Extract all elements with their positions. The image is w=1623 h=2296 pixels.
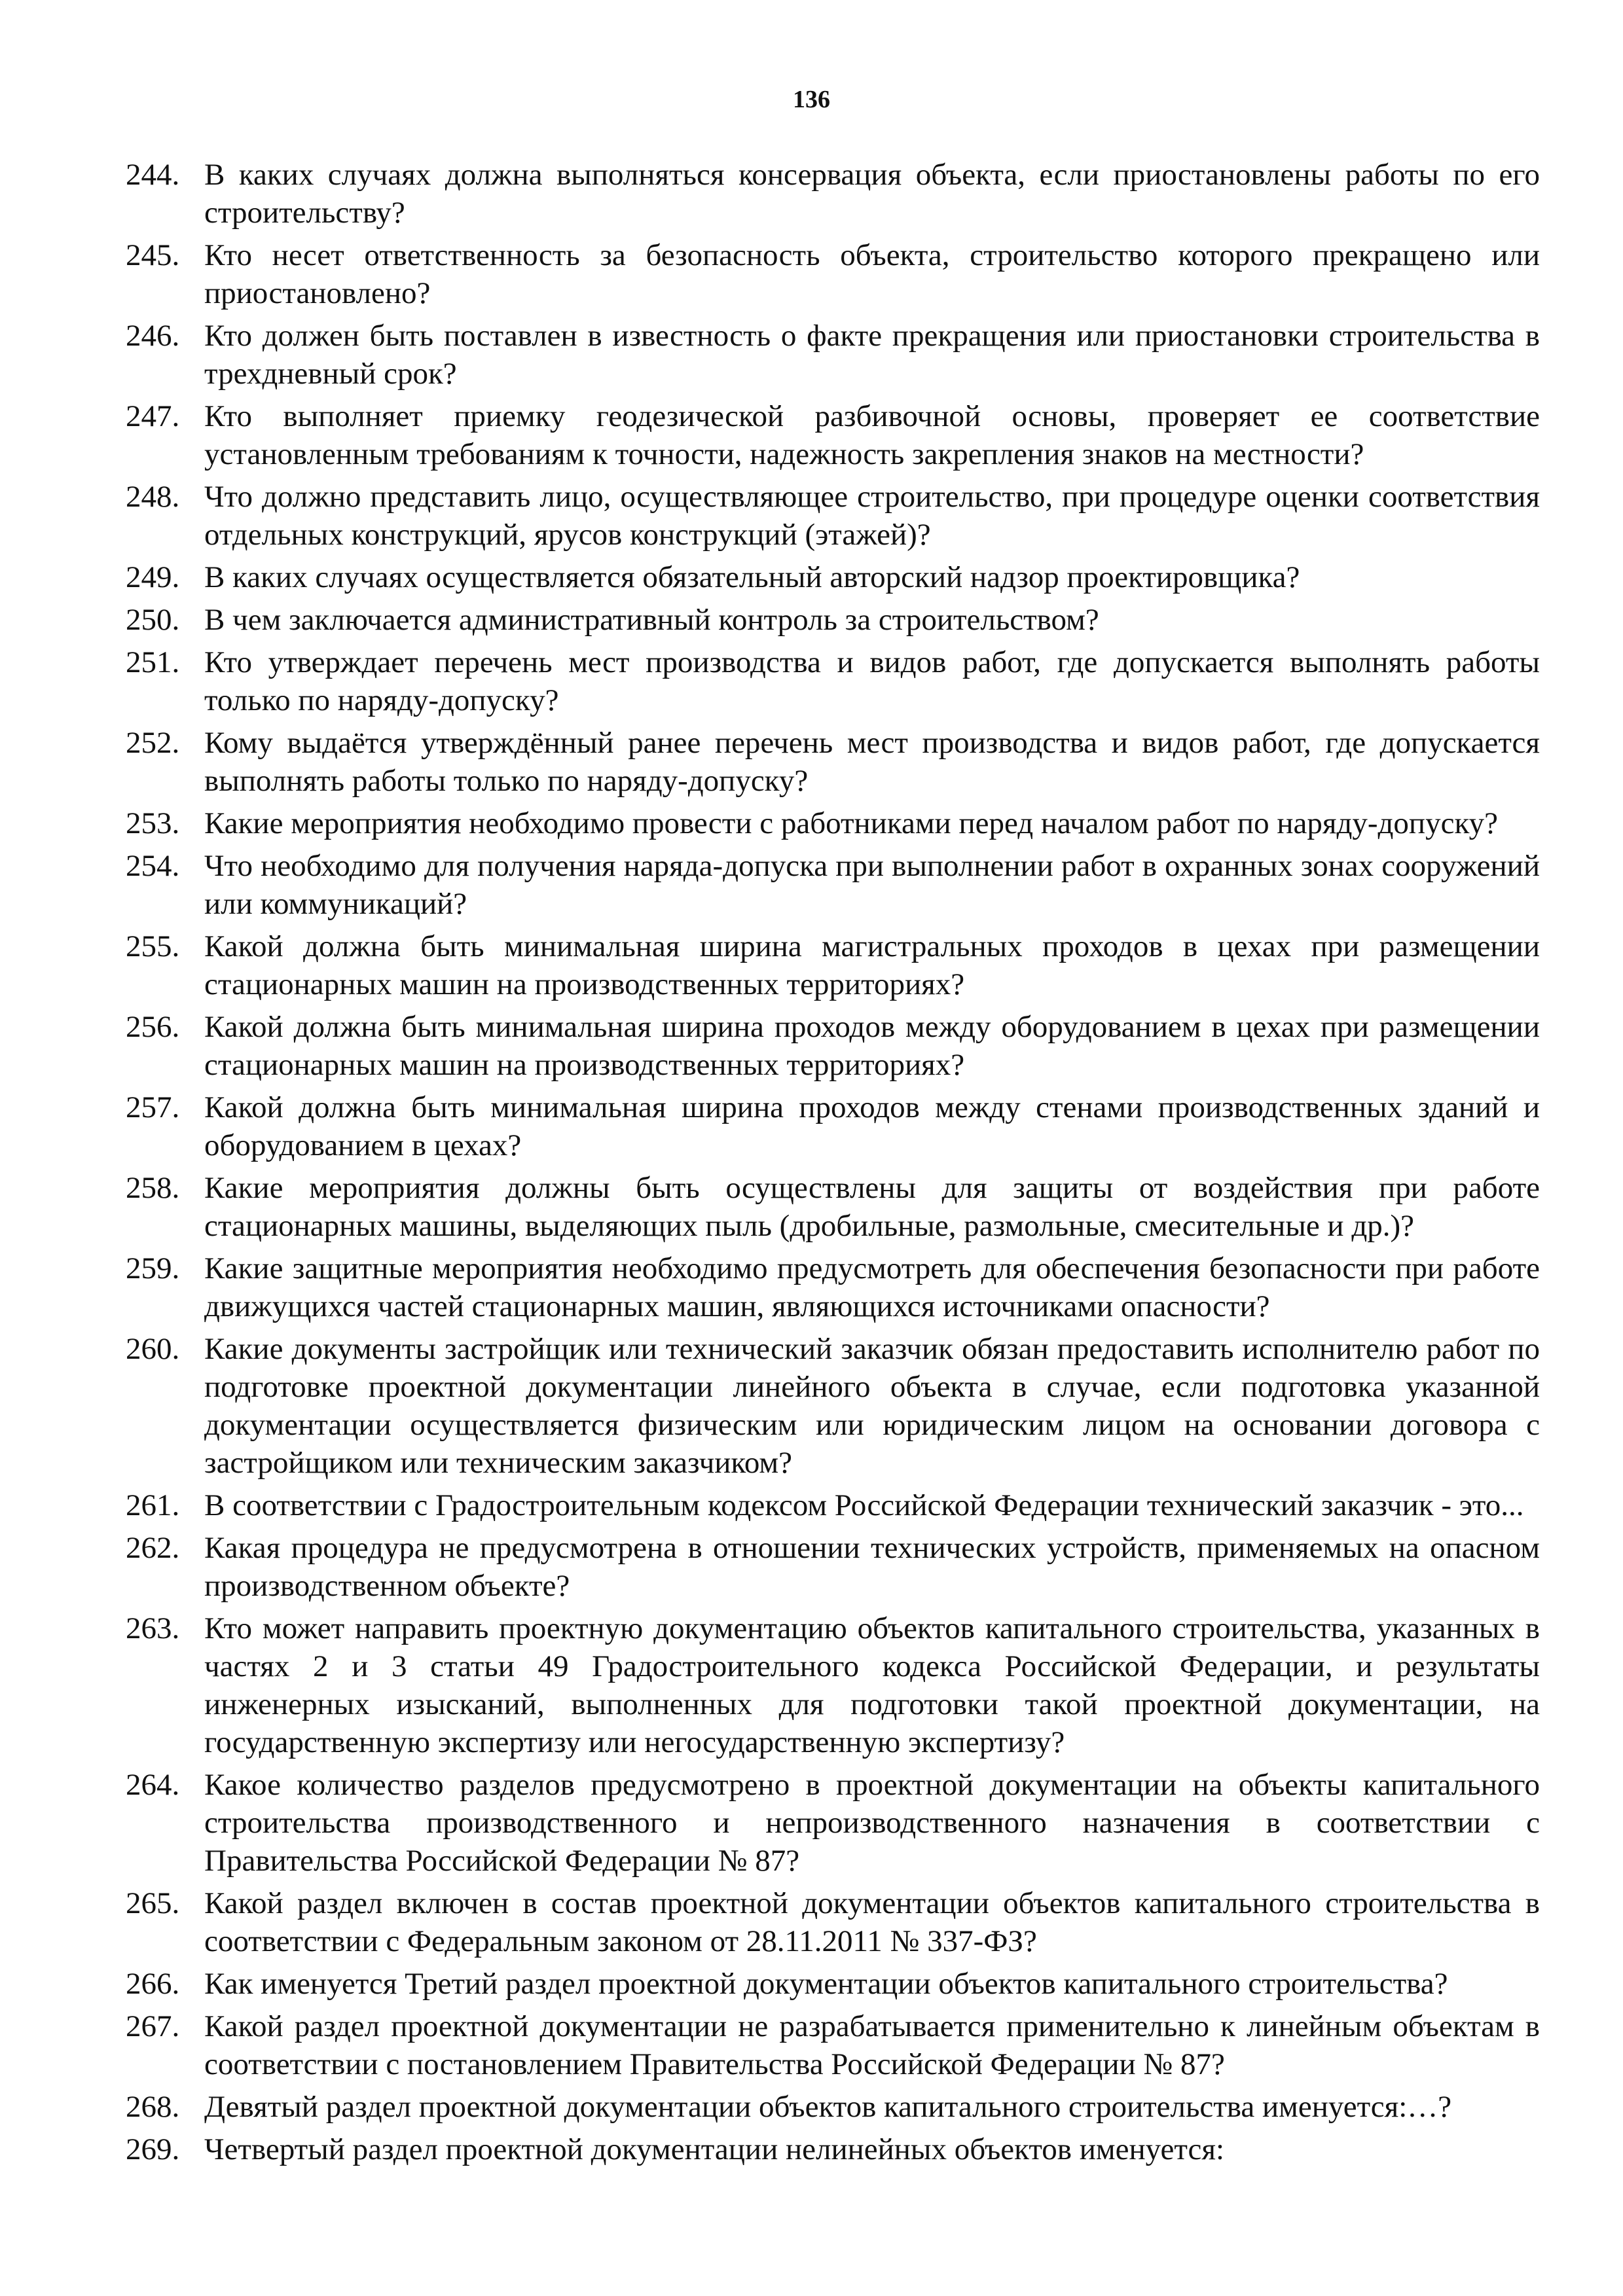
question-number: 259. [126,1251,180,1285]
question-text: Кто должен быть поставлен в известность о факте прекращения или приостановки строительства в трехдневный срок? [204,319,1540,391]
question-text: Какое количество разделов предусмотрено в проектной документации на объекты капитального строительства производственного и непроизводственного назначения в соответствии с Правительства Российской Федерации № 87? [204,1768,1540,1878]
question-text: Четвертый раздел проектной документации нелинейных объектов именуется: [204,2132,1225,2166]
question-item [126,1529,1540,1605]
question-number: 268. [126,2090,180,2124]
question-text: Какие мероприятия необходимо провести с работниками перед началом работ по наряду-допуску? [204,806,1498,840]
question-text: Какой должна быть минимальная ширина проходов между оборудованием в цехах при размещении стационарных машин на производственных территориях? [204,1010,1540,1082]
question-item [126,317,1540,393]
question-text: Какой должна быть минимальная ширина магистральных проходов в цехах при размещении стационарных машин на производственных территориях? [204,929,1540,1001]
question-item [126,478,1540,554]
question-item [126,558,1540,596]
question-text: Кто утверждает перечень мест производства и видов работ, где допускается выполнять работы только по наряду-допуску? [204,645,1540,717]
question-item [126,2088,1540,2126]
question-number: 244. [126,158,180,192]
question-number: 263. [126,1611,180,1645]
question-text: Кто выполняет приемку геодезической разбивочной основы, проверяет ее соответствие установленным требованиям к точности, надежность закрепления знаков на местности? [204,399,1540,471]
question-item [126,156,1540,232]
question-number: 246. [126,319,180,353]
question-number: 252. [126,726,180,760]
question-text: Что необходимо для получения наряда-допуска при выполнении работ в охранных зонах сооружений или коммуникаций? [204,849,1540,921]
question-item [126,643,1540,719]
question-number: 247. [126,399,180,433]
question-item [126,601,1540,639]
question-number: 255. [126,929,180,963]
question-text: Что должно представить лицо, осуществляющее строительство, при процедуре оценки соответствия отдельных конструкций, ярусов конструкций (этажей)? [204,480,1540,552]
question-text: Какие документы застройщик или технический заказчик обязан предоставить исполнителю работ по подготовке проектной документации линейного объекта в случае, если подготовка указанной документации осуществляется физическим или юридическим лицом на основании договора с застройщиком или техническим заказчиком? [204,1332,1540,1480]
question-item [126,1965,1540,2003]
question-number: 257. [126,1090,180,1124]
question-number: 260. [126,1332,180,1366]
question-item [126,236,1540,312]
question-number: 269. [126,2132,180,2166]
question-item [126,1609,1540,1761]
question-item [126,2130,1540,2168]
question-number: 251. [126,645,180,679]
question-text: В каких случаях осуществляется обязательный авторский надзор проектировщика? [204,560,1300,594]
question-item [126,1249,1540,1325]
question-item [126,1008,1540,1084]
question-number: 248. [126,480,180,514]
page-number: 136 [793,86,830,113]
question-text: Какой должна быть минимальная ширина проходов между стенами производственных зданий и оборудованием в цехах? [204,1090,1540,1162]
question-number: 245. [126,238,180,272]
question-item [126,1169,1540,1245]
question-item [126,1486,1540,1524]
question-number: 253. [126,806,180,840]
question-item [126,1766,1540,1880]
question-number: 261. [126,1488,180,1522]
question-number: 264. [126,1768,180,1802]
question-text: Какой раздел проектной документации не разрабатывается применительно к линейным объектам в соответствии с постановлением Правительства Российской Федерации № 87? [204,2009,1540,2081]
question-text: В каких случаях должна выполняться консервация объекта, если приостановлены работы по его строительству? [204,158,1540,230]
question-number: 267. [126,2009,180,2043]
question-text: Какие защитные мероприятия необходимо предусмотреть для обеспечения безопасности при работе движущихся частей стационарных машин, являющихся источниками опасности? [204,1251,1540,1323]
question-item [126,804,1540,842]
question-number: 256. [126,1010,180,1044]
question-number: 250. [126,603,180,637]
question-item [126,724,1540,800]
question-item [126,1884,1540,1960]
question-text: Как именуется Третий раздел проектной документации объектов капитального строительства? [204,1967,1448,2001]
question-item [126,847,1540,923]
question-item [126,397,1540,473]
question-item [126,927,1540,1003]
question-item [126,1330,1540,1482]
question-number: 258. [126,1171,180,1205]
question-text: Какая процедура не предусмотрена в отношении технических устройств, применяемых на опасном производственном объекте? [204,1531,1540,1603]
question-text: Какие мероприятия должны быть осуществлены для защиты от воздействия при работе стационарных машины, выделяющих пыль (дробильные, размольные, смесительные и др.)? [204,1171,1540,1243]
question-text: Кто может направить проектную документацию объектов капитального строительства, указанных в частях 2 и 3 статьи 49 Градостроительного кодекса Российской Федерации, и результаты инженерных изысканий, выполненных для подготовки такой проектной документации, на государственную экспертизу или негосударственную экспертизу? [204,1611,1540,1759]
question-number: 266. [126,1967,180,2001]
question-number: 249. [126,560,180,594]
question-item [126,2007,1540,2083]
question-text: Какой раздел включен в состав проектной документации объектов капитального строительства в соответствии с Федеральным законом от 28.11.2011 № 337-ФЗ? [204,1886,1540,1958]
question-text: В соответствии с Градостроительным кодексом Российской Федерации технический заказчик - это... [204,1488,1524,1522]
question-text: В чем заключается административный контроль за строительством? [204,603,1099,637]
question-number: 265. [126,1886,180,1920]
question-number: 262. [126,1531,180,1565]
question-number: 254. [126,849,180,883]
question-list [126,156,1540,2173]
question-text: Кому выдаётся утверждённый ранее перечень мест производства и видов работ, где допускается выполнять работы только по наряду-допуску? [204,726,1540,798]
question-item [126,1088,1540,1164]
question-text: Девятый раздел проектной документации объектов капитального строительства именуется:…? [204,2090,1452,2124]
question-text: Кто несет ответственность за безопасность объекта, строительство которого прекращено или приостановлено? [204,238,1540,310]
